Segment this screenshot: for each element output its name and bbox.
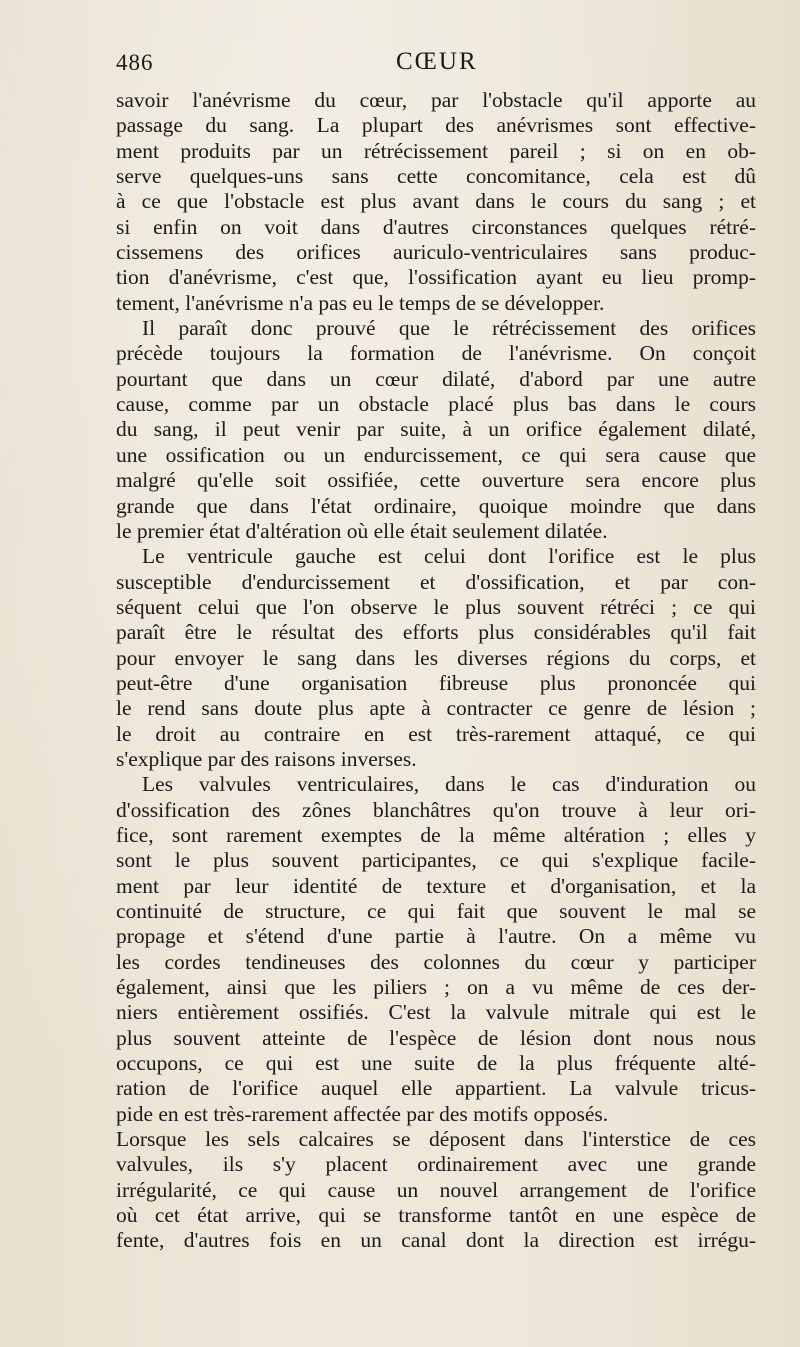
- text-line: pour envoyer le sang dans les diverses régions du corps, et: [116, 645, 756, 670]
- text-line: précède toujours la formation de l'anévrisme. On conçoit: [116, 341, 756, 366]
- text-line: susceptible d'endurcissement et d'ossification, et par con-: [116, 569, 756, 594]
- text-line: paraît être le résultat des efforts plus considérables qu'il fait: [116, 620, 756, 645]
- text-line: peut-être d'une organisation fibreuse plus prononcée qui: [116, 670, 756, 695]
- text-line: à ce que l'obstacle est plus avant dans le cours du sang ; et: [116, 189, 756, 214]
- body-text: [116, 88, 756, 1254]
- text-line: où cet état arrive, qui se transforme tantôt en une espèce de: [116, 1203, 756, 1228]
- text-line: pide en est très-rarement affectée par des motifs opposés.: [116, 1101, 609, 1126]
- text-line: s'explique par des raisons inverses.: [116, 746, 417, 771]
- text-line: cissemens des orifices auriculo-ventriculaires sans produc-: [116, 240, 756, 265]
- text-line: serve quelques-uns sans cette concomitance, cela est dû: [116, 164, 756, 189]
- text-line: irrégularité, ce qui cause un nouvel arrangement de l'orifice: [116, 1177, 756, 1202]
- text-line: valvules, ils s'y placent ordinairement avec une grande: [116, 1152, 756, 1177]
- text-line: Lorsque les sels calcaires se déposent dans l'interstice de ces: [116, 1127, 756, 1152]
- text-line: cause, comme par un obstacle placé plus bas dans le cours: [116, 392, 756, 417]
- text-line: également, ainsi que les piliers ; on a vu même de ces der-: [116, 975, 756, 1000]
- text-line: une ossification ou un endurcissement, ce qui sera cause que: [116, 442, 756, 467]
- text-line: savoir l'anévrisme du cœur, par l'obstacle qu'il apporte au: [116, 88, 756, 112]
- text-line: Le ventricule gauche est celui dont l'orifice est le plus: [142, 544, 756, 569]
- text-line: le premier état d'altération où elle était seulement dilatée.: [116, 518, 608, 543]
- text-line: les cordes tendineuses des colonnes du cœur y participer: [116, 949, 756, 974]
- text-line: niers entièrement ossifiés. C'est la valvule mitrale qui est le: [116, 1000, 756, 1025]
- text-line: pourtant que dans un cœur dilaté, d'abord par une autre: [116, 366, 756, 391]
- text-line: fente, d'autres fois en un canal dont la direction est irrégu-: [116, 1228, 756, 1253]
- text-line: ration de l'orifice auquel elle appartient. La valvule tricus-: [116, 1076, 756, 1101]
- page-number: 486: [116, 50, 154, 75]
- text-line: du sang, il peut venir par suite, à un orifice également dilaté,: [116, 417, 756, 442]
- text-line: ment produits par un rétrécissement pareil ; si on en ob-: [116, 138, 756, 163]
- text-line: malgré qu'elle soit ossifiée, cette ouverture sera encore plus: [116, 468, 756, 493]
- text-line: tion d'anévrisme, c'est que, l'ossification ayant eu lieu promp-: [116, 265, 756, 290]
- text-line: le droit au contraire en est très-rarement attaqué, ce qui: [116, 721, 756, 746]
- text-line: plus souvent atteinte de l'espèce de lésion dont nous nous: [116, 1025, 756, 1050]
- text-line: ment par leur identité de texture et d'organisation, et la: [116, 873, 756, 898]
- text-line: Il paraît donc prouvé que le rétrécissement des orifices: [142, 316, 756, 341]
- text-line: Les valvules ventriculaires, dans le cas d'induration ou: [142, 772, 756, 797]
- text-line: fice, sont rarement exemptes de la même altération ; elles y: [116, 822, 756, 847]
- text-line: sont le plus souvent participantes, ce qui s'explique facile-: [116, 848, 756, 873]
- text-line: occupons, ce qui est une suite de la plus fréquente alté-: [116, 1051, 756, 1076]
- text-line: séquent celui que l'on observe le plus souvent rétréci ; ce qui: [116, 594, 756, 619]
- text-line: propage et s'étend d'une partie à l'autre. On a même vu: [116, 924, 756, 949]
- text-line: grande que dans l'état ordinaire, quoique moindre que dans: [116, 493, 756, 518]
- text-line: passage du sang. La plupart des anévrismes sont effective-: [116, 113, 756, 138]
- text-line: continuité de structure, ce qui fait que souvent le mal se: [116, 899, 756, 923]
- text-line: le rend sans doute plus apte à contracter ce genre de lésion ;: [116, 696, 756, 721]
- running-title: CŒUR: [396, 48, 478, 75]
- text-line: tement, l'anévrisme n'a pas eu le temps de se développer.: [116, 290, 605, 315]
- text-line: d'ossification des zônes blanchâtres qu'on trouve à leur ori-: [116, 797, 756, 822]
- page-header: [116, 44, 756, 84]
- text-line: si enfin on voit dans d'autres circonstances quelques rétré-: [116, 214, 756, 239]
